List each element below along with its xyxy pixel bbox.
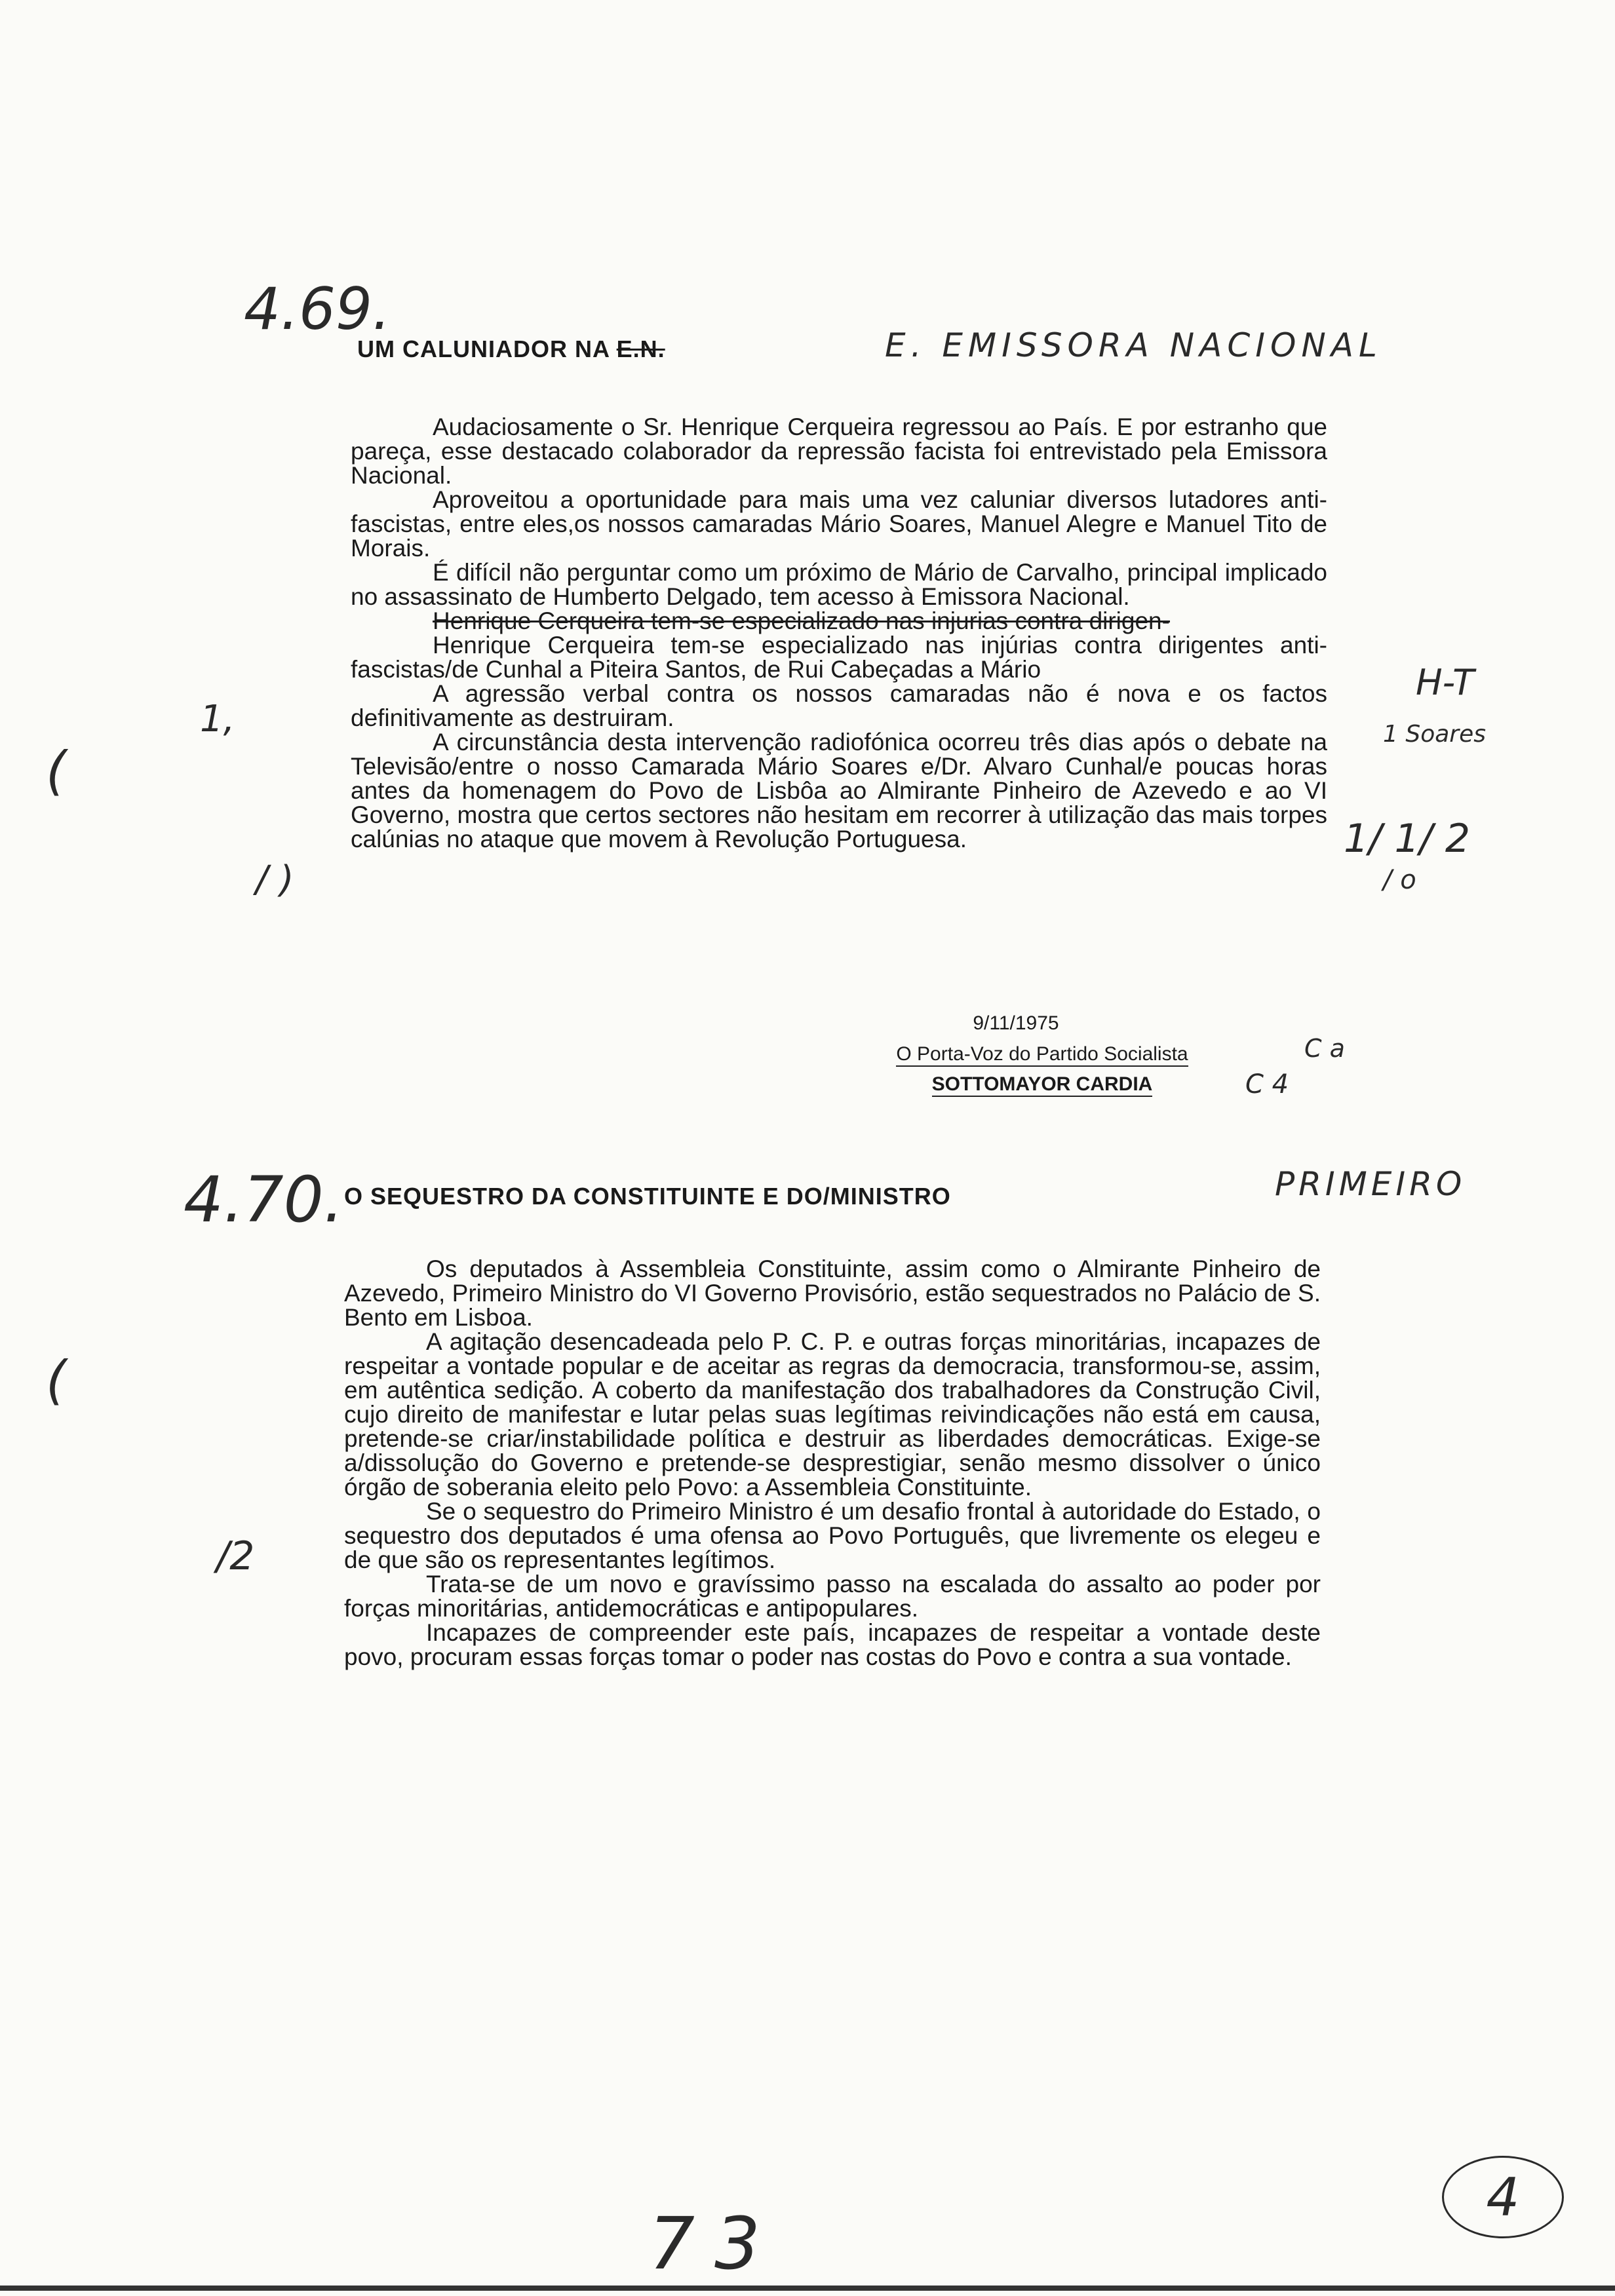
section1-title	[357, 335, 665, 363]
annotation-ht: H-T	[1416, 662, 1475, 703]
sig-annotation-1: C a	[1304, 1034, 1345, 1063]
annotation-left-2: / )	[256, 858, 294, 901]
section2-title: O SEQUESTRO DA CONSTITUINTE E DO/MINISTRO	[344, 1183, 951, 1210]
signature-role: O Porta-Voz do Partido Socialista	[896, 1043, 1188, 1067]
paragraph: Se o sequestro do Primeiro Ministro é um desafio frontal à autoridade do Estado, o sequestro dos deputados é uma ofensa ao Povo Português, que livremente os elegeu e de que são os representantes legítimos.	[344, 1498, 1321, 1573]
paragraph: Incapazes de compreender este país, incapazes de respeitar a vontade deste povo, procuram essas forças tomar o poder nas costas do Povo e contra a sua vontade.	[344, 1619, 1321, 1670]
section-number-469: 4.69.	[244, 275, 391, 343]
margin-note-primeiro: PRIMEIRO	[1275, 1165, 1466, 1203]
signature-name: SOTTOMAYOR CARDIA	[932, 1073, 1153, 1097]
annotation-soares: 1 Soares	[1383, 721, 1486, 748]
paragraph: Aproveitou a oportunidade para mais uma vez caluniar diversos lutadores anti-fascistas, entre eles,os nossos camaradas Mário Soares, Manuel Alegre e Manuel Tito de Morais.	[351, 486, 1327, 562]
section-number-470: 4.70.	[184, 1163, 344, 1236]
paragraph: A agitação desencadeada pelo P. C. P. e outras forças minoritárias, incapazes de respeitar a vontade popular e de aceitar as regras da democracia, transformou-se, assim, em autêntica sedição. A coberto da manifestação dos trabalhadores da Construção Civil, cujo direito de manifestar e lutar pelas suas legítimas reivindicações não está em causa, pretende-se criar/instabilidade política e destruir as liberdades democráticas. Exige-se a/dissolução do Governo e pretende-se desprestigiar, senão mesmo dissolver o único órgão de soberania eleito pelo Povo: a Assembleia Constituinte.	[344, 1328, 1321, 1501]
section1-title-struck: E.N.	[616, 335, 665, 362]
paragraph: Audaciosamente o Sr. Henrique Cerqueira regressou ao País. E por estranho que pareça, esse destacado colaborador da repressão facista foi entrevistado pela Emissora Nacional.	[351, 413, 1327, 489]
annotation-right-2b: / o	[1383, 865, 1416, 895]
annotation-right-2: 1/ 1/ 2	[1344, 816, 1471, 862]
paragraph: Henrique Cerqueira tem-se especializado nas injúrias contra dirigentes anti-fascistas/de Cunhal a Piteira Santos, de Rui Cabeçadas a Mário	[351, 632, 1327, 683]
struck-paragraph: Henrique Cerqueira tem-se especializado nas injurias contra dirigen-	[433, 607, 1170, 634]
annotation-left-1: 1,	[200, 698, 235, 740]
sig-annotation-2: C 4	[1245, 1069, 1289, 1100]
page-number-handwritten: 73	[649, 2202, 780, 2286]
section1-date: 9/11/1975	[973, 1012, 1059, 1034]
signature-name-line	[852, 1073, 1232, 1097]
section1-title-text: UM CALUNIADOR NA	[357, 335, 610, 362]
paragraph: A agressão verbal contra os nossos camaradas não é nova e os factos definitivamente as destruiram.	[351, 680, 1327, 731]
scan-bottom-edge	[0, 2286, 1615, 2291]
circled-page-number: 4	[1486, 2166, 1520, 2228]
paragraph: Trata-se de um novo e gravíssimo passo na escalada do assalto ao poder por forças minoritárias, antidemocráticas e antipopulares.	[344, 1571, 1321, 1622]
signature-role-line	[852, 1043, 1232, 1067]
annotation-left-3: /2	[216, 1533, 255, 1579]
section2-body	[344, 1257, 1321, 1669]
paragraph: É difícil não perguntar como um próximo de Mário de Carvalho, principal implicado no assassinato de Humberto Delgado, tem acesso à Emissora Nacional.	[351, 559, 1327, 610]
paragraph: A circunstância desta intervenção radiofónica ocorreu três dias após o debate na Televisão/entre o nosso Camarada Mário Soares e/Dr. Alvaro Cunhal/e poucas horas antes da homenagem do Povo de Lisbôa ao Almirante Pinheiro de Azevedo e ao VI Governo, mostra que certos sectores não hesitam em recorrer à utilização das mais torpes calúnias no ataque que movem à Revolução Portuguesa.	[351, 729, 1327, 852]
paragraph: Os deputados à Assembleia Constituinte, assim como o Almirante Pinheiro de Azevedo, Primeiro Ministro do VI Governo Provisório, estão sequestrados no Palácio de S. Bento em Lisboa.	[344, 1255, 1321, 1331]
section1-body	[351, 415, 1327, 851]
circled-page-marker	[1442, 2156, 1564, 2238]
bracket-mark: (	[46, 740, 67, 801]
margin-note-emissora: E. EMISSORA NACIONAL	[885, 326, 1382, 364]
bracket-mark: (	[46, 1350, 67, 1411]
